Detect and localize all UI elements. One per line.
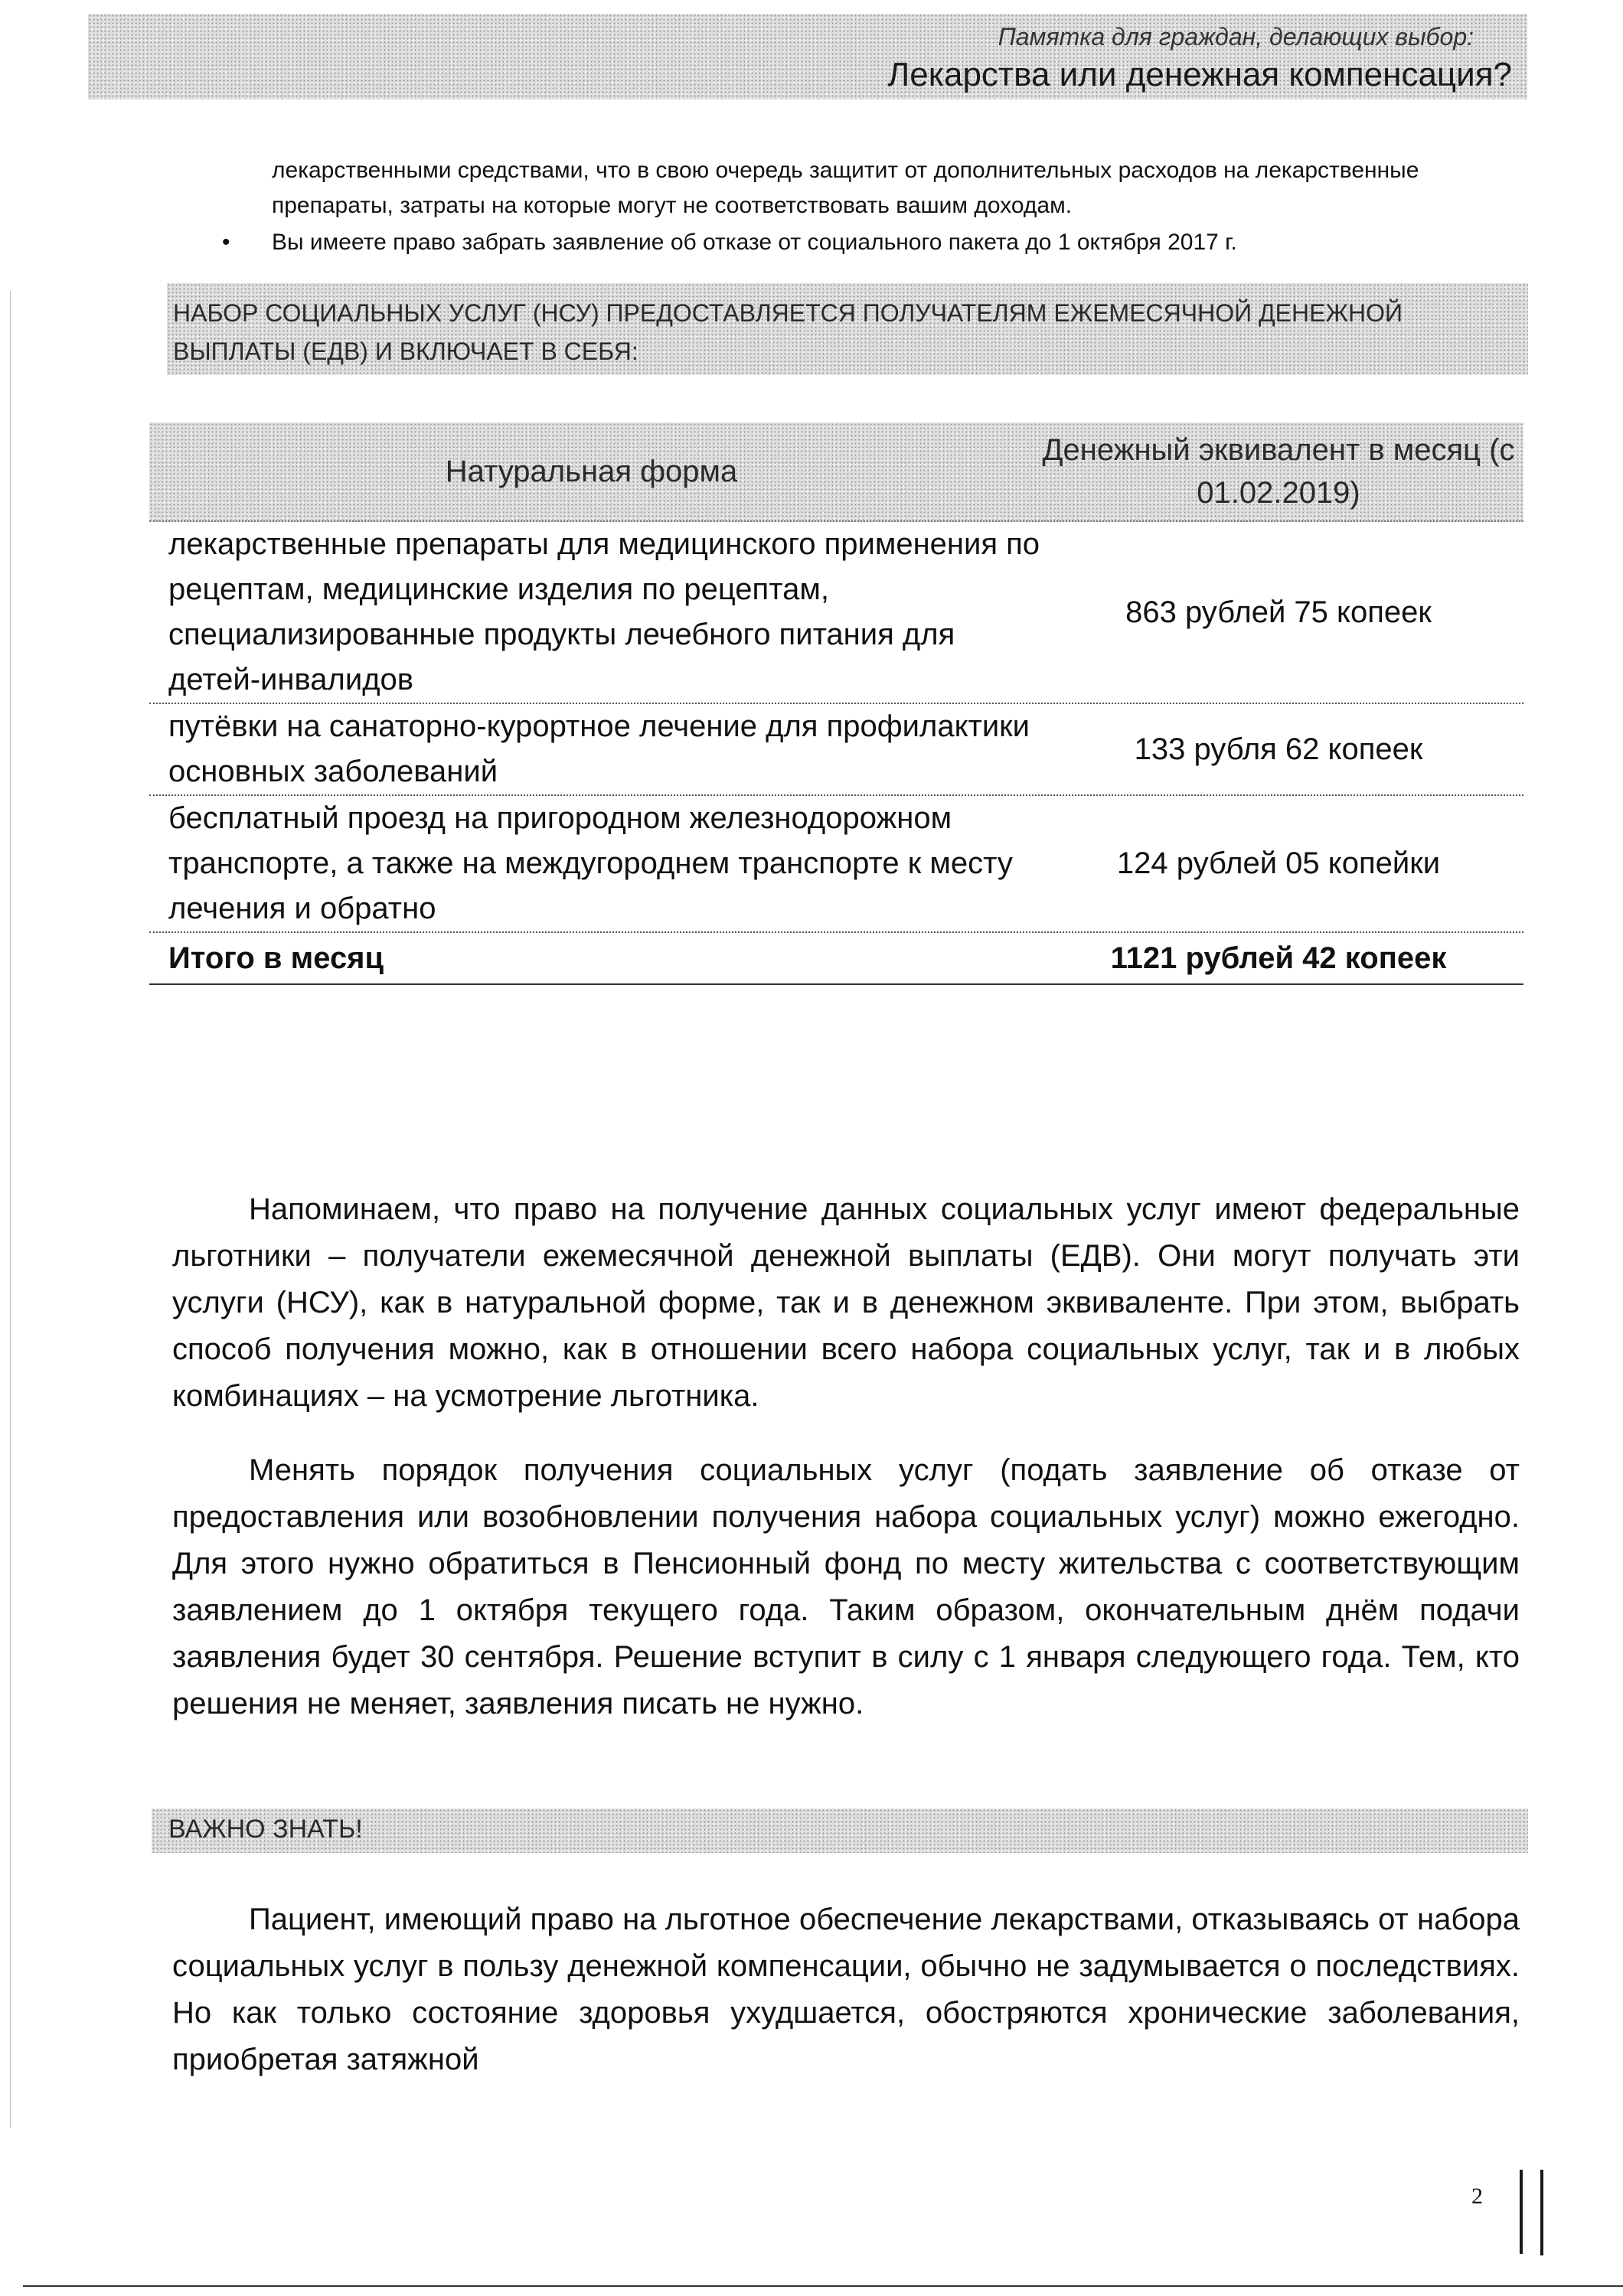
header-form: Натуральная форма <box>445 454 738 488</box>
page-number: 2 <box>1471 2183 1483 2209</box>
important-heading: ВАЖНО ЗНАТЬ! <box>168 1815 363 1844</box>
row-amount: 863 рублей 75 копеек <box>1125 595 1432 629</box>
header-title: Лекарства или денежная компенсация? <box>887 56 1512 93</box>
header-subtitle: Памятка для граждан, делающих выбор: <box>998 23 1474 51</box>
total-label: Итого в месяц <box>168 941 384 975</box>
total-amount: 1121 рублей 42 копеек <box>1110 941 1447 975</box>
margin-bar <box>1540 2170 1543 2255</box>
row-amount: 133 рубля 62 копеек <box>1134 732 1423 766</box>
important-banner <box>152 1808 1528 1853</box>
header-equivalent: Денежный эквивалент в месяц (с 01.02.2019) <box>1042 433 1515 510</box>
row-form: бесплатный проезд на пригородном железнодорожном транспорте, а также на междугороднем транспорте к месту лечения и обратно <box>168 801 1013 925</box>
bullet-dot: • <box>222 230 230 255</box>
services-table <box>149 422 1523 985</box>
table-row <box>149 704 1523 796</box>
header-banner <box>88 14 1527 99</box>
row-form: лекарственные препараты для медицинского применения по рецептам, медицинские изделия по рецептам, специализированные продукты лечебного питания для детей-инвалидов <box>168 527 1040 696</box>
table-row <box>149 522 1523 704</box>
paragraph-patient: Пациент, имеющий право на льготное обеспечение лекарствами, отказываясь от набора социальных услуг в пользу денежной компенсации, обычно не задумывается о последствиях. Но как только состояние здоровья ухудшается, обостряются хронические заболевания, приобретая затяжной <box>172 1903 1520 2076</box>
table-header <box>149 422 1523 522</box>
row-amount: 124 рублей 05 копейки <box>1116 846 1441 880</box>
paragraph-reminder: Напоминаем, что право на получение данных социальных услуг имеют федеральные льготники – получатели ежемесячной денежной выплаты (ЕДВ). Они могут получать эти услуги (НСУ), как в натуральной форме, так и в денежном эквиваленте. При этом, выбрать способ получения можно, как в отношении всего набора социальных услуг, так и в любых комбинациях – на усмотрение льготника. <box>172 1192 1520 1413</box>
margin-bar <box>1520 2170 1523 2254</box>
nsu-heading: НАБОР СОЦИАЛЬНЫХ УСЛУГ (НСУ) ПРЕДОСТАВЛЯЕТСЯ ПОЛУЧАТЕЛЯМ ЕЖЕМЕСЯЧНОЙ ДЕНЕЖНОЙ ВЫПЛАТЫ (ЕДВ) И ВКЛЮЧАЕТ В СЕБЯ: <box>173 299 1403 365</box>
intro-continuation: лекарственными средствами, что в свою очередь защитит от дополнительных расходов на лекарственные препараты, затраты на которые могут не соответствовать вашим доходам. <box>272 158 1419 218</box>
nsu-heading-banner <box>167 283 1528 375</box>
left-margin-rule <box>10 291 11 2128</box>
paragraph-change-order: Менять порядок получения социальных услуг (подать заявление об отказе от предоставления или возобновлении получения набора социальных услуг) можно ежегодно. Для этого нужно обратиться в Пенсионный фонд по месту жительства с соответствующим заявлением до 1 октября текущего года. Таким образом, окончательным днём подачи заявления будет 30 сентября. Решение вступит в силу с 1 января следующего года. Тем, кто решения не меняет, заявления писать не нужно. <box>172 1453 1520 1720</box>
table-total-row <box>149 933 1523 985</box>
bottom-rule <box>23 2285 1623 2287</box>
row-form: путёвки на санаторно-курортное лечение для профилактики основных заболеваний <box>168 709 1030 788</box>
table-row <box>149 796 1523 933</box>
bullet-text: Вы имеете право забрать заявление об отказе от социального пакета до 1 октября 2017 г. <box>272 230 1237 255</box>
